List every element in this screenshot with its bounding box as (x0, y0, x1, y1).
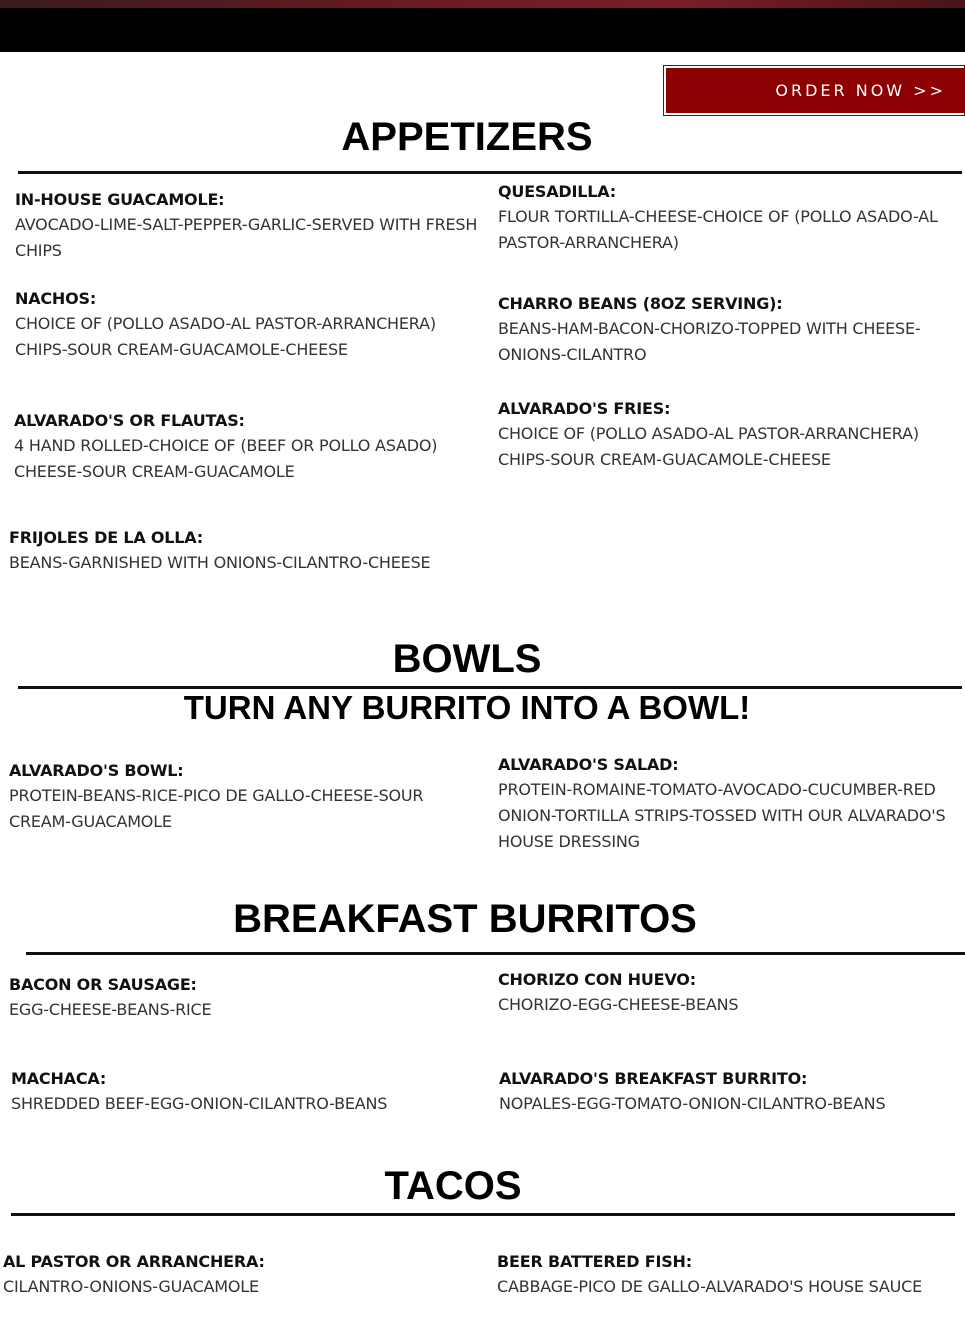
menu-item-description: CHOICE OF (POLLO ASADO-AL PASTOR-ARRANCHERA) CHIPS-SOUR CREAM-GUACAMOLE-CHEESE (498, 424, 919, 469)
menu-item-title: ALVARADO'S OR FLAUTAS: (14, 411, 245, 430)
menu-item-description: BEANS-GARNISHED WITH ONIONS-CILANTRO-CHEESE (9, 553, 431, 572)
menu-item-title: AL PASTOR OR ARRANCHERA: (3, 1252, 265, 1271)
menu-item (498, 183, 964, 256)
menu-item-description: AVOCADO-LIME-SALT-PEPPER-GARLIC-SERVED WITH FRESH CHIPS (15, 215, 478, 260)
menu-item (498, 971, 963, 1018)
appetizers-divider (18, 171, 962, 174)
menu-item (9, 976, 479, 1023)
bowls-subtitle: TURN ANY BURRITO INTO A BOWL! (183, 689, 751, 726)
menu-item-title: BACON OR SAUSAGE: (9, 975, 197, 994)
menu-item (499, 1070, 963, 1117)
menu-item-title: CHARRO BEANS (8OZ SERVING): (498, 294, 783, 313)
menu-item-title: MACHACA: (11, 1069, 107, 1088)
menu-item-description: NOPALES-EGG-TOMATO-ONION-CILANTRO-BEANS (499, 1094, 886, 1113)
menu-item-title: ALVARADO'S SALAD: (498, 755, 679, 774)
tacos-heading: TACOS (384, 1164, 522, 1208)
menu-item-title: ALVARADO'S BOWL: (9, 761, 184, 780)
menu-item (498, 295, 965, 368)
menu-item-description: EGG-CHEESE-BEANS-RICE (9, 1000, 212, 1019)
menu-item (9, 529, 489, 576)
menu-item (15, 290, 485, 363)
menu-item-title: NACHOS: (15, 289, 97, 308)
menu-item-description: PROTEIN-ROMAINE-TOMATO-AVOCADO-CUCUMBER-RED ONION-TORTILLA STRIPS-TOSSED WITH OUR ALVARADO'S HOUSE DRESSING (498, 780, 946, 851)
menu-item (15, 191, 485, 264)
breakfast-divider (26, 952, 965, 955)
menu-item-title: ALVARADO'S FRIES: (498, 399, 671, 418)
breakfast-burritos-heading: BREAKFAST BURRITOS (233, 897, 697, 941)
menu-item (14, 412, 484, 485)
tacos-divider (11, 1213, 955, 1216)
menu-item (9, 762, 479, 835)
header-banner-strip (0, 0, 965, 8)
menu-item-title: CHORIZO CON HUEVO: (498, 970, 696, 989)
menu-item-description: CHORIZO-EGG-CHEESE-BEANS (498, 995, 739, 1014)
menu-item-description: SHREDDED BEEF-EGG-ONION-CILANTRO-BEANS (11, 1094, 388, 1113)
menu-item-description: 4 HAND ROLLED-CHOICE OF (BEEF OR POLLO ASADO) CHEESE-SOUR CREAM-GUACAMOLE (14, 436, 438, 481)
menu-item-title: ALVARADO'S BREAKFAST BURRITO: (499, 1069, 808, 1088)
menu-item-description: FLOUR TORTILLA-CHEESE-CHOICE OF (POLLO ASADO-AL PASTOR-ARRANCHERA) (498, 207, 938, 252)
menu-item-description: PROTEIN-BEANS-RICE-PICO DE GALLO-CHEESE-SOUR CREAM-GUACAMOLE (9, 786, 424, 831)
order-now-label: ORDER NOW >> (666, 68, 964, 113)
menu-item (3, 1253, 483, 1300)
menu-item (11, 1070, 481, 1117)
menu-item-title: IN-HOUSE GUACAMOLE: (15, 190, 225, 209)
menu-item-title: BEER BATTERED FISH: (497, 1252, 692, 1271)
menu-item (497, 1253, 937, 1300)
menu-item-description: CABBAGE-PICO DE GALLO-ALVARADO'S HOUSE SAUCE (497, 1277, 923, 1296)
menu-item-description: CILANTRO-ONIONS-GUACAMOLE (3, 1277, 259, 1296)
order-now-button[interactable] (663, 65, 965, 116)
header-bar (0, 0, 965, 52)
menu-item-description: BEANS-HAM-BACON-CHORIZO-TOPPED WITH CHEESE-ONIONS-CILANTRO (498, 319, 921, 364)
appetizers-heading: APPETIZERS (341, 115, 593, 159)
menu-item (498, 400, 964, 473)
menu-item-description: CHOICE OF (POLLO ASADO-AL PASTOR-ARRANCHERA) CHIPS-SOUR CREAM-GUACAMOLE-CHEESE (15, 314, 436, 359)
menu-item-title: QUESADILLA: (498, 182, 616, 201)
bowls-heading: BOWLS (392, 637, 542, 681)
menu-item (498, 756, 963, 855)
menu-item-title: FRIJOLES DE LA OLLA: (9, 528, 203, 547)
